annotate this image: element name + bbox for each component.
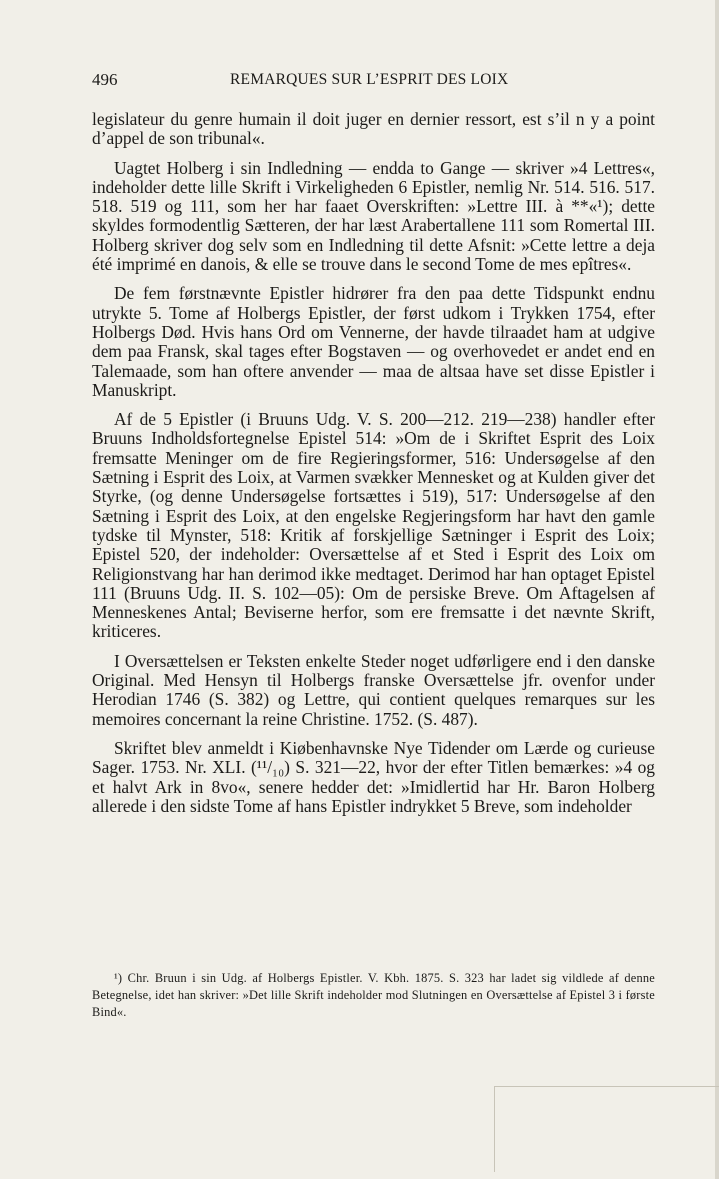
footnotes <box>92 970 655 1021</box>
page-edge <box>715 0 719 1179</box>
body-text <box>92 110 655 826</box>
footnote: ¹) Chr. Bruun i sin Udg. af Holbergs Epistler. V. Kbh. 1875. S. 323 har ladet sig vildlede af denne Betegnelse, idet han skriver: »Det lille Skrift indeholder mod Slutningen en Oversættelse af Epistel 3 i første Bind«. <box>92 971 655 1019</box>
paragraph: I Oversættelsen er Teksten enkelte Steder noget udførligere end i den danske Original. Med Hensyn til Holbergs franske Oversættelse jfr. ovenfor under Herodian 1746 (S. 382) og Lettre, qui contient quelques remarques sur les memoires concernant la reine Christine. 1752. (S. 487). <box>92 650 655 729</box>
paragraph: legislateur du genre humain il doit juger en dernier ressort, est s’il n y a point d’appel de son tribunal«. <box>92 109 655 149</box>
page-header <box>92 70 654 92</box>
paragraph: Skriftet blev anmeldt i Kiøbenhavnske Nye Tidender om Lærde og curieuse Sager. 1753. Nr. XLI. (¹¹/₁₀) S. 321—22, hvor der efter Titlen bemærkes: »4 og et halvt Ark in 8vo«, senere hedder det: »Imidlertid har Hr. Baron Holberg allerede i den sidste Tome af hans Epistler indrykket 5 Breve, som indeholder <box>92 737 655 816</box>
scan-corner-mark <box>494 1086 719 1172</box>
running-title: REMARQUES SUR L’ESPRIT DES LOIX <box>230 71 509 88</box>
paragraph: De fem førstnævnte Epistler hidrører fra den paa dette Tidspunkt endnu utrykte 5. Tome af Holbergs Epistler, der først udkom i Trykken 1754, efter Holbergs Død. Hvis hans Ord om Vennerne, der havde tilraadet ham at udgive dem paa Fransk, skal tages efter Bogstaven — og overhovedet er andet end en Talemaade, som han oftere anvender — maa de altsaa have set disse Epistler i Manuskript. <box>92 283 655 400</box>
paragraph: Af de 5 Epistler (i Bruuns Udg. V. S. 200—212. 219—238) handler efter Bruuns Indholdsfortegnelse Epistel 514: »Om de i Skriftet Esprit des Loix fremsatte Meninger om de fire Regieringsformer, 516: Undersøgelse af den Sætning i Esprit des Loix, at Varmen svækker Mennesket og at Kulden giver det Styrke, (og denne Undersøgelse fortsættes i 519), 517: Undersøgelse af den Sætning i Esprit des Loix, at den engelske Regjeringsform har havt den gamle tydske til Mynster, 518: Kritik af forskjellige Sætninger i Esprit des Loix; Epistel 520, der indeholder: Oversættelse af et Sted i Esprit des Loix om Religionstvang har han derimod ikke medtaget. Derimod har han optaget Epistel 111 (Bruuns Udg. II. S. 102—05): Om de persiske Breve. Om Aftagelsen af Menneskenes Antal; Beviserne herfor, som ere fremsatte i det nævnte Skrift, kriticeres. <box>92 409 655 642</box>
page-number: 496 <box>92 70 118 89</box>
paragraph: Uagtet Holberg i sin Indledning — endda to Gange — skriver »4 Lettres«, indeholder dette lille Skrift i Virkeligheden 6 Epistler, nemlig Nr. 514. 516. 517. 518. 519 og 111, som her har faaet Overskriften: »Lettre III. à **«¹); dette skyldes formodentlig Sætteren, der har læst Arabertallene 111 som Romertal III. Holberg skriver dog selv som en Indledning til dette Afsnit: »Cette lettre a deja été imprimé en danois, & elle se trouve dans le second Tome de mes epîtres«. <box>92 157 655 275</box>
